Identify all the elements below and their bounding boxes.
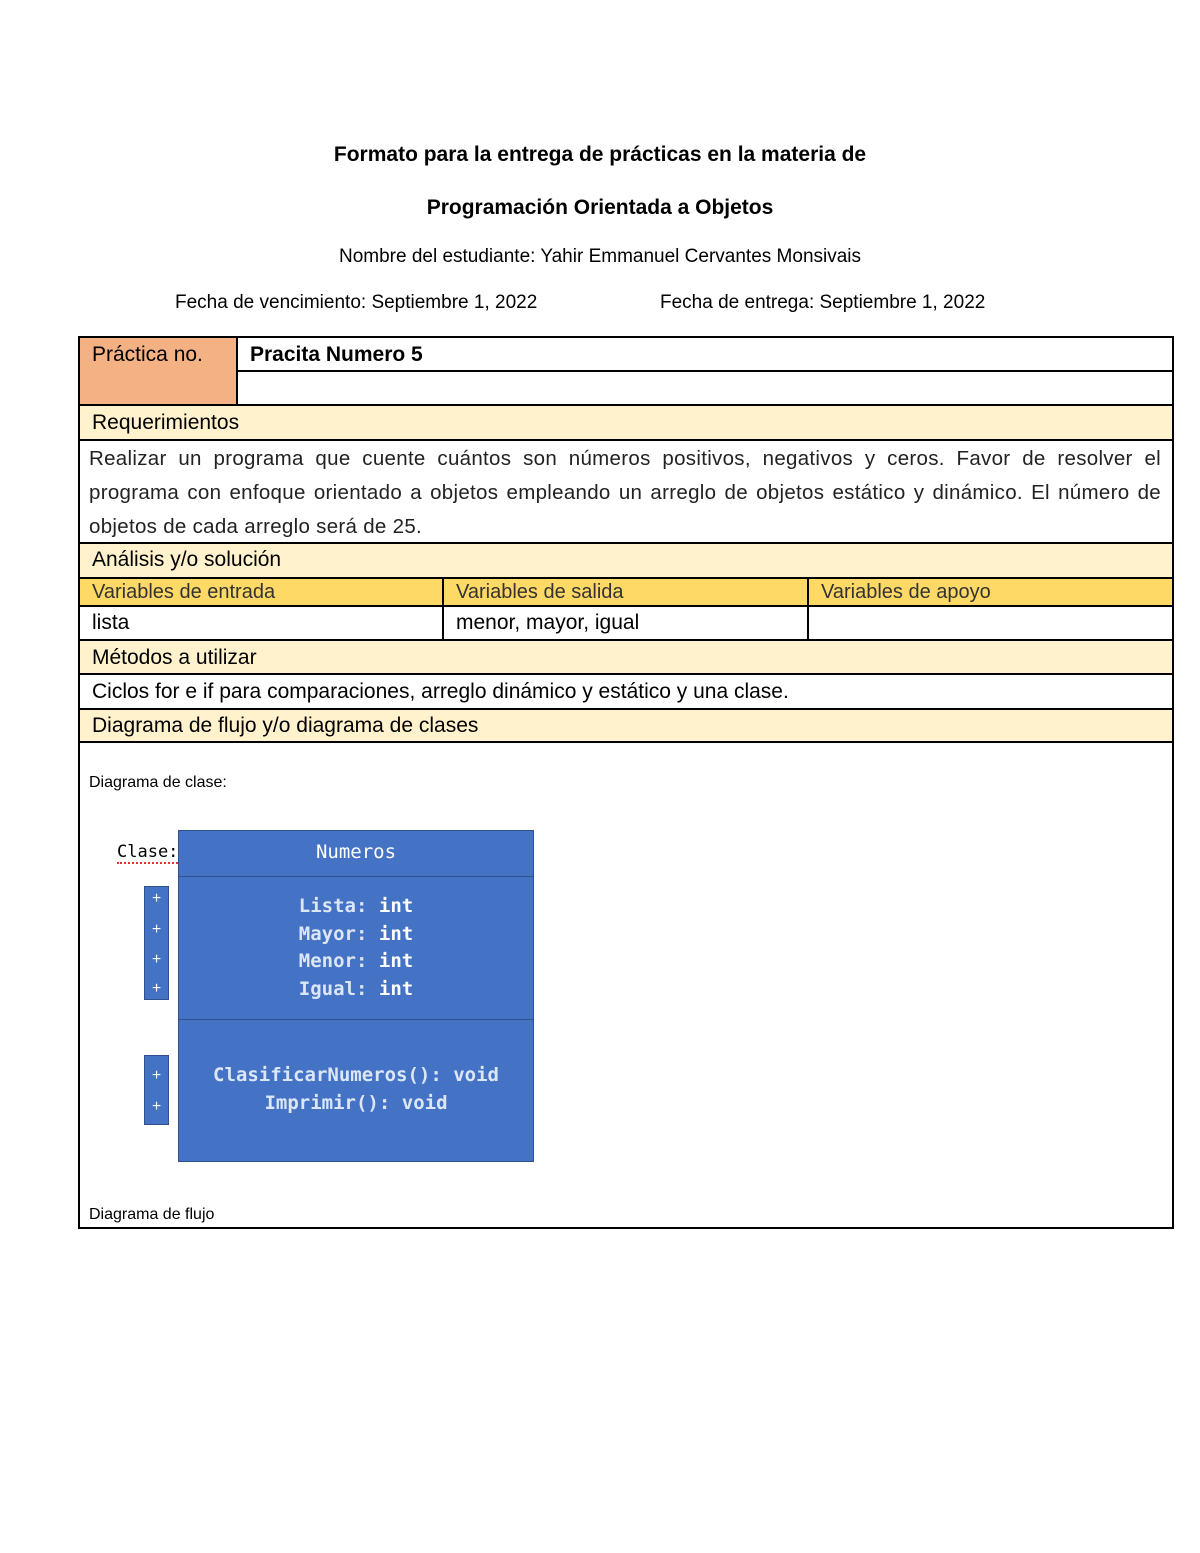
uml-separator [179, 876, 533, 877]
var-input-value: lista [92, 611, 130, 634]
method-visibility-box [144, 1055, 169, 1125]
requirements-label: Requerimientos [92, 411, 240, 434]
uml-method: Imprimir(): void [264, 1092, 448, 1114]
var-output-header: Variables de salida [456, 581, 624, 603]
visibility-plus: + [151, 1067, 162, 1084]
methods-label: Métodos a utilizar [92, 646, 257, 669]
due-date: Fecha de vencimiento: Septiembre 1, 2022 [175, 292, 538, 313]
course-name: Programación Orientada a Objetos [426, 196, 774, 219]
uml-method: ClasificarNumeros(): void [213, 1064, 499, 1086]
methods-text: Ciclos for e if para comparaciones, arreglo dinámico y estático y una clase. [92, 680, 789, 703]
class-label [117, 842, 178, 862]
visibility-plus: + [151, 980, 162, 997]
practica-value: Pracita Numero 5 [250, 343, 423, 366]
var-support-value [809, 606, 1172, 640]
uml-attribute: Igual: int [298, 978, 414, 1000]
visibility-plus: + [151, 890, 162, 907]
class-diagram-label: Diagrama de clase: [89, 774, 227, 791]
delivery-date: Fecha de entrega: Septiembre 1, 2022 [660, 292, 986, 313]
practica-label: Práctica no. [92, 343, 203, 366]
var-support-header: Variables de apoyo [821, 581, 991, 603]
uml-separator [179, 1019, 533, 1020]
visibility-plus: + [151, 921, 162, 938]
uml-attribute: Mayor: int [298, 923, 414, 945]
visibility-plus: + [151, 951, 162, 968]
var-output-value: menor, mayor, igual [456, 611, 640, 634]
attribute-visibility-box [144, 886, 169, 1000]
uml-attribute: Menor: int [298, 950, 414, 972]
uml-attribute: Lista: int [298, 895, 414, 917]
var-input-header: Variables de entrada [92, 581, 276, 603]
diagram-label: Diagrama de flujo y/o diagrama de clases [92, 714, 479, 737]
uml-class-box [178, 830, 534, 1162]
document-title: Formato para la entrega de prácticas en la materia de [333, 143, 867, 166]
analysis-label: Análisis y/o solución [92, 548, 282, 571]
student-name: Nombre del estudiante: Yahir Emmanuel Cervantes Monsivais [338, 246, 862, 267]
class-label-text: Clase: [117, 842, 179, 862]
uml-class-name: Numeros [315, 841, 397, 863]
requirements-text: Realizar un programa que cuente cuántos son números positivos, negativos y ceros. Favor de resolver el programa con enfoque orientado a objetos empleando un arreglo de objetos estático y dinámico. El número de objetos de cada arreglo será de 25. [89, 447, 1161, 538]
visibility-plus: + [151, 1098, 162, 1115]
flow-diagram-label: Diagrama de flujo [89, 1206, 215, 1223]
